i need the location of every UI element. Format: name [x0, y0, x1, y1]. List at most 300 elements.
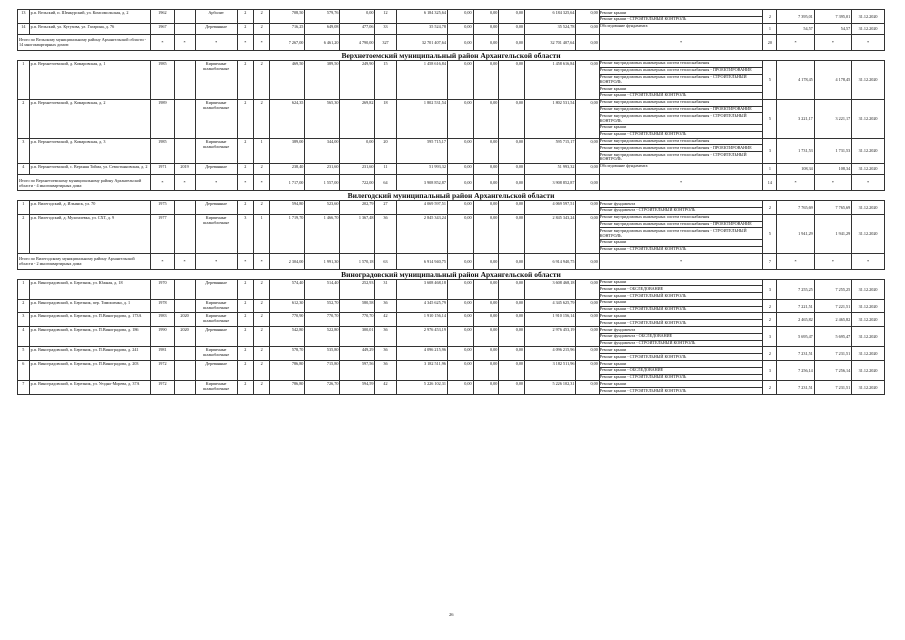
star-placeholder: * — [253, 175, 269, 191]
works-count: 7 — [763, 253, 777, 269]
wall-material: Кирпичные шлакоблочные — [195, 60, 237, 99]
fund-regional: 0,00 — [473, 99, 499, 138]
fund-regional: 0,00 — [473, 347, 499, 361]
private-area: 0,00 — [340, 138, 375, 163]
unit-cost: 7 256,14 — [777, 361, 814, 381]
district-title-row — [18, 269, 885, 279]
living-area: 523,60 — [305, 201, 340, 215]
register-body — [18, 10, 885, 395]
house-row — [18, 99, 885, 138]
fund-local: 0,00 — [499, 299, 525, 313]
year-built: 1985 — [151, 60, 174, 99]
fund-other: 0,00 — [576, 34, 599, 50]
house-address: р.п. Виноградовский, п. Березник, ул. П.Виноградова, д. 241 — [29, 347, 151, 361]
row-number: 3 — [18, 138, 30, 163]
private-area: 477,06 — [340, 23, 375, 34]
year-last-repair — [174, 381, 195, 395]
unit-cost-limit: 7 221,51 — [814, 299, 851, 313]
unit-cost: 2 465,82 — [777, 313, 814, 327]
residents-count: 64 — [375, 175, 396, 191]
cost-total: 595 715,17 — [396, 138, 447, 163]
year-built: 1975 — [151, 201, 174, 215]
floors: 2 — [237, 99, 253, 138]
star-placeholder: * — [151, 253, 174, 269]
year-last-repair — [174, 279, 195, 299]
unit-cost: 7 221,51 — [777, 299, 814, 313]
private-area: 202,79 — [340, 201, 375, 215]
star-placeholder: * — [174, 34, 195, 50]
row-number: 7 — [18, 381, 30, 395]
total-label: Итого по Вельскому муниципальному району Архангельской области - 14 многоквартирных домов: — [18, 34, 151, 50]
fund-owners: 35 524,78 — [525, 23, 576, 34]
completion-date: 31.12.2020 — [852, 361, 885, 381]
fund-regional: 0,00 — [473, 201, 499, 215]
work-item: Ремонт крыши - СТРОИТЕЛЬНЫЙ КОНТРОЛЬ — [599, 353, 687, 359]
works-count: 2 — [763, 10, 777, 24]
floors: 2 — [237, 381, 253, 395]
fund-local: 0,00 — [499, 313, 525, 327]
fund-owners: 6 914 940,75 — [525, 253, 576, 269]
year-last-repair: 2019 — [174, 163, 195, 174]
wall-material: Деревянные — [195, 23, 237, 34]
total-area: 389,00 — [270, 138, 305, 163]
total-area: 1 719,70 — [270, 214, 305, 253]
year-built: 1962 — [151, 10, 174, 24]
fund-local: 0,00 — [499, 347, 525, 361]
house-address: р.п. Верхнетоемский, д. Комаровская, д. 3 — [29, 138, 151, 163]
work-item: Ремонт фундамента — [600, 201, 763, 208]
fund-owners: 32 701 407,64 — [525, 34, 576, 50]
wall-material: Деревянные — [195, 201, 237, 215]
work-item: Ремонт внутридомовых инженерных систем теплоснабжения - СТРОИТЕЛЬНЫЙ КОНТРОЛЬ — [600, 75, 763, 87]
private-area: 1 367,48 — [340, 214, 375, 253]
private-area: 4 790,00 — [340, 34, 375, 50]
works-list — [599, 279, 763, 299]
private-area: 300,01 — [340, 327, 375, 347]
fund-local: 0,00 — [499, 279, 525, 299]
cost-total: 2 976 453,19 — [396, 327, 447, 347]
house-row — [18, 313, 885, 327]
fund-other: 0,00 — [576, 60, 599, 99]
star-placeholder: * — [852, 175, 885, 191]
works-list — [599, 299, 763, 313]
wall-material: Кирпичные шлакоблочные — [195, 138, 237, 163]
star-placeholder: * — [237, 253, 253, 269]
living-area: 1 557,00 — [305, 175, 340, 191]
fund-federal: 0,00 — [447, 34, 473, 50]
entrances: 1 — [253, 214, 269, 253]
work-item: Ремонт фундамента - ОБСЛЕДОВАНИЕ — [600, 334, 763, 341]
house-address: р.п. Вельский, ул. Кутузова, ул. Гагарина, д. 76 — [29, 23, 151, 34]
cost-total: 51 993,32 — [396, 163, 447, 174]
row-number: 1 — [18, 279, 30, 299]
works-count: 14 — [763, 175, 777, 191]
fund-regional: 0,00 — [473, 253, 499, 269]
district-total-row — [18, 175, 885, 191]
work-item: Ремонт крыши - СТРОИТЕЛЬНЫЙ КОНТРОЛЬ — [599, 16, 687, 22]
fund-federal: 0,00 — [447, 381, 473, 395]
private-area: 231,60 — [340, 163, 375, 174]
residents-count: 327 — [375, 34, 396, 50]
house-address: р.п. Верхнетоемский, д. Комаровская, д. 1 — [29, 60, 151, 99]
row-number: 5 — [18, 347, 30, 361]
year-last-repair — [174, 23, 195, 34]
fund-other: 0,00 — [576, 201, 599, 215]
work-item: Ремонт крыши - СТРОИТЕЛЬНЫЙ КОНТРОЛЬ — [599, 319, 687, 325]
unit-cost-limit: 4 178,45 — [814, 60, 851, 99]
completion-date: 31.12.2020 — [852, 214, 885, 253]
row-number: 2 — [18, 214, 30, 253]
year-built: 1967 — [151, 23, 174, 34]
living-area: 726,70 — [305, 381, 340, 395]
year-built: 1972 — [151, 381, 174, 395]
fund-other: 0,00 — [576, 279, 599, 299]
cost-total: 35 524,78 — [396, 23, 447, 34]
completion-date: 31.12.2020 — [852, 381, 885, 395]
floors: 2 — [237, 163, 253, 174]
fund-regional: 0,00 — [473, 60, 499, 99]
living-area: 231,60 — [305, 163, 340, 174]
works-count: 2 — [763, 313, 777, 327]
wall-material: Кирпичные шлакоблочные — [195, 214, 237, 253]
fund-federal: 0,00 — [447, 163, 473, 174]
fund-federal: 0,00 — [447, 327, 473, 347]
unit-cost: 7 255,25 — [777, 279, 814, 299]
living-area: 579,76 — [305, 10, 340, 24]
residents-count: 20 — [375, 138, 396, 163]
entrances: 2 — [253, 361, 269, 381]
unit-cost: 7 765,69 — [777, 201, 814, 215]
entrances: 2 — [253, 279, 269, 299]
living-area: 715,80 — [305, 361, 340, 381]
total-area: 708,50 — [270, 10, 305, 24]
work-item: Ремонт крыши — [600, 10, 763, 17]
total-area: 612,30 — [270, 299, 305, 313]
works-list — [599, 10, 763, 24]
living-area: 1 991,30 — [305, 253, 340, 269]
work-item: Ремонт внутридомовых инженерных систем теплоснабжения - СТРОИТЕЛЬНЫЙ КОНТРОЛЬ — [600, 228, 763, 240]
fund-owners: 1 458 616,84 — [525, 60, 576, 99]
star-placeholder: * — [814, 34, 851, 50]
unit-cost: 7 231,51 — [777, 347, 814, 361]
fund-regional: 0,00 — [473, 138, 499, 163]
floors: 2 — [237, 10, 253, 24]
star-placeholder: * — [814, 175, 851, 191]
star-placeholder: * — [253, 253, 269, 269]
completion-date: 31.12.2020 — [852, 99, 885, 138]
house-row — [18, 279, 885, 299]
district-title: Вилегодский муниципальный район Архангельской области — [18, 191, 885, 201]
work-item: Ремонт внутридомовых инженерных систем теплоснабжения - ПРОЕКТИРОВАНИЕ — [600, 107, 763, 114]
residents-count: 15 — [375, 60, 396, 99]
row-number: 6 — [18, 361, 30, 381]
work-item: Ремонт крыши — [600, 313, 763, 320]
work-item: Ремонт крыши — [600, 361, 763, 368]
row-number: 13 — [18, 10, 30, 24]
fund-other: 0,00 — [576, 23, 599, 34]
works-list — [599, 361, 763, 381]
living-area: 6 461,20 — [305, 34, 340, 50]
fund-regional: 0,00 — [473, 299, 499, 313]
row-number: 2 — [18, 99, 30, 138]
residents-count: 36 — [375, 214, 396, 253]
cost-total: 5 226 102,31 — [396, 381, 447, 395]
house-row — [18, 10, 885, 24]
work-item: Ремонт крыши — [600, 280, 763, 287]
completion-date: 31.12.2020 — [852, 60, 885, 99]
unit-cost-limit: 3 221,17 — [814, 99, 851, 138]
year-last-repair — [174, 201, 195, 215]
fund-local: 0,00 — [499, 23, 525, 34]
work-item: Ремонт крыши - ОБСЛЕДОВАНИЕ — [600, 368, 763, 375]
living-area: 514,40 — [305, 279, 340, 299]
fund-local: 0,00 — [499, 327, 525, 347]
total-area: 469,50 — [270, 60, 305, 99]
year-last-repair — [174, 99, 195, 138]
fund-regional: 0,00 — [473, 163, 499, 174]
unit-cost: 54,57 — [777, 23, 814, 34]
unit-cost-limit: 2 465,82 — [814, 313, 851, 327]
house-address: р.п. Вельский, п. Шенкурский, ул. Комсомольская, д. 2 — [29, 10, 151, 24]
works-count: 1 — [763, 23, 777, 34]
works-list — [599, 99, 763, 138]
fund-regional: 0,00 — [473, 175, 499, 191]
unit-cost-limit: 7 395,01 — [814, 10, 851, 24]
work-item: Ремонт фундамента — [600, 327, 763, 334]
private-area: 269,82 — [340, 99, 375, 138]
unit-cost-limit: 7 256,14 — [814, 361, 851, 381]
total-label: Итого по Верхнетоемскому муниципальному району Архангельской области - 4 многоквартирных дома: — [18, 175, 151, 191]
year-built: 1977 — [151, 214, 174, 253]
star-placeholder: * — [852, 34, 885, 50]
works-count: 5 — [763, 60, 777, 99]
house-address: р.п. Верхнетоемский, с. Верхняя Тойма, ул. Севастьяновская, д. 2 — [29, 163, 151, 174]
living-area: 552,70 — [305, 299, 340, 313]
total-area: 574,40 — [270, 279, 305, 299]
unit-cost: 5 695,47 — [777, 327, 814, 347]
fund-owners: 2 976 453,19 — [525, 327, 576, 347]
private-area: 722,00 — [340, 175, 375, 191]
works-count: 2 — [763, 347, 777, 361]
work-item: Ремонт крыши — [600, 347, 763, 354]
year-built: 1972 — [151, 361, 174, 381]
unit-cost-limit: 7 255,25 — [814, 279, 851, 299]
house-address: р.п. Виноградовский, п. Березник, ул. П.Виноградова, д. 186 — [29, 327, 151, 347]
works-list — [599, 313, 763, 327]
total-area: 238,40 — [270, 163, 305, 174]
year-last-repair — [174, 10, 195, 24]
year-last-repair — [174, 347, 195, 361]
entrances: 2 — [253, 327, 269, 347]
district-total-row — [18, 34, 885, 50]
private-area: 1 570,18 — [340, 253, 375, 269]
unit-cost-limit: 54,57 — [814, 23, 851, 34]
fund-federal: 0,00 — [447, 138, 473, 163]
completion-date: 31.12.2020 — [852, 10, 885, 24]
work-item: Ремонт внутридомовых инженерных систем теплоснабжения - ПРОЕКТИРОВАНИЕ — [600, 222, 763, 229]
page-number: 26 — [449, 612, 454, 617]
unit-cost: 108,34 — [777, 163, 814, 174]
fund-regional: 0,00 — [473, 313, 499, 327]
district-title-row — [18, 50, 885, 60]
row-number: 14 — [18, 23, 30, 34]
year-last-repair — [174, 60, 195, 99]
unit-cost-limit: 1 731,53 — [814, 138, 851, 163]
works-count: 20 — [763, 34, 777, 50]
living-area: 770,70 — [305, 313, 340, 327]
floors: 2 — [237, 201, 253, 215]
year-last-repair: 2020 — [174, 313, 195, 327]
works-count: 3 — [763, 361, 777, 381]
house-row — [18, 163, 885, 174]
fund-other: 0,00 — [576, 138, 599, 163]
fund-owners: 3 908 852,87 — [525, 175, 576, 191]
fund-local: 0,00 — [499, 175, 525, 191]
cost-total: 1 910 156,14 — [396, 313, 447, 327]
floors: 2 — [237, 138, 253, 163]
fund-regional: 0,00 — [473, 10, 499, 24]
wall-material: Деревянные — [195, 163, 237, 174]
works-count: 2 — [763, 299, 777, 313]
work-item: Ремонт крыши — [600, 300, 763, 307]
fund-other: 0,00 — [576, 347, 599, 361]
entrances: 2 — [253, 10, 269, 24]
fund-regional: 0,00 — [473, 34, 499, 50]
cost-total: 3 182 511,96 — [396, 361, 447, 381]
residents-count: 42 — [375, 313, 396, 327]
work-item: Ремонт внутридомовых инженерных систем теплоснабжения - ПРОЕКТИРОВАНИЕ — [600, 145, 763, 152]
work-item: Ремонт крыши - СТРОИТЕЛЬНЫЙ КОНТРОЛЬ — [599, 246, 687, 252]
star-placeholder: * — [599, 34, 763, 50]
living-area: 344,00 — [305, 138, 340, 163]
year-built: 1970 — [151, 279, 174, 299]
floors: 2 — [237, 347, 253, 361]
fund-owners: 3 182 511,96 — [525, 361, 576, 381]
cost-total: 4 096 215,96 — [396, 347, 447, 361]
fund-other: 0,00 — [576, 99, 599, 138]
year-built: 1981 — [151, 347, 174, 361]
cost-total: 32 701 407,64 — [396, 34, 447, 50]
unit-cost-limit: 7 231,51 — [814, 381, 851, 395]
cost-total: 3 908 852,87 — [396, 175, 447, 191]
work-item: Ремонт крыши - СТРОИТЕЛЬНЫЙ КОНТРОЛЬ — [599, 292, 687, 298]
year-last-repair — [174, 361, 195, 381]
works-count: 2 — [763, 201, 777, 215]
fund-local: 0,00 — [499, 163, 525, 174]
work-item: Ремонт фундамента - СТРОИТЕЛЬНЫЙ КОНТРОЛЬ — [599, 207, 696, 213]
fund-owners: 3 608 468,18 — [525, 279, 576, 299]
star-placeholder: * — [777, 34, 814, 50]
floors: 2 — [237, 313, 253, 327]
fund-local: 0,00 — [499, 99, 525, 138]
row-number: 1 — [18, 201, 30, 215]
fund-federal: 0,00 — [447, 361, 473, 381]
house-row — [18, 214, 885, 253]
row-number: 3 — [18, 313, 30, 327]
fund-local: 0,00 — [499, 253, 525, 269]
private-area: 252,93 — [340, 279, 375, 299]
wall-material: Кирпичные шлакоблочные — [195, 347, 237, 361]
fund-local: 0,00 — [499, 361, 525, 381]
fund-other: 0,00 — [576, 381, 599, 395]
star-placeholder: * — [777, 253, 814, 269]
house-row — [18, 201, 885, 215]
unit-cost: 4 178,45 — [777, 60, 814, 99]
fund-regional: 0,00 — [473, 327, 499, 347]
work-item: Ремонт крыши — [600, 240, 763, 247]
work-item: Ремонт внутридомовых инженерных систем теплоснабжения — [600, 139, 763, 146]
works-count: 3 — [763, 327, 777, 347]
year-built: 1990 — [151, 327, 174, 347]
work-item: Ремонт внутридомовых инженерных систем теплоснабжения — [600, 100, 763, 107]
floors: 2 — [237, 299, 253, 313]
work-item: Ремонт фундамента - СТРОИТЕЛЬНЫЙ КОНТРОЛЬ — [599, 340, 696, 346]
star-placeholder: * — [195, 34, 237, 50]
total-area: 7 267,00 — [270, 34, 305, 50]
cost-total: 1 802 531,54 — [396, 99, 447, 138]
completion-date: 31.12.2020 — [852, 313, 885, 327]
house-row — [18, 347, 885, 361]
living-area: 522,80 — [305, 327, 340, 347]
private-area: 594,59 — [340, 381, 375, 395]
floors: 2 — [237, 327, 253, 347]
star-placeholder: * — [174, 253, 195, 269]
fund-federal: 0,00 — [447, 313, 473, 327]
house-address: р.п. Виноградовский, п. Березник, пер. Тимошенко, д. 1 — [29, 299, 151, 313]
fund-federal: 0,00 — [447, 279, 473, 299]
row-number: 1 — [18, 60, 30, 99]
fund-regional: 0,00 — [473, 214, 499, 253]
fund-regional: 0,00 — [473, 279, 499, 299]
work-item: Ремонт крыши - СТРОИТЕЛЬНЫЙ КОНТРОЛЬ — [599, 92, 687, 98]
completion-date: 31.12.2020 — [852, 138, 885, 163]
residents-count: 12 — [375, 10, 396, 24]
work-item: Ремонт внутридомовых инженерных систем теплоснабжения — [600, 215, 763, 222]
house-address: р.п. Вилегодский, д. Мухомлевка, ул. СХТ, д. 9 — [29, 214, 151, 253]
residents-count: 36 — [375, 361, 396, 381]
year-last-repair: 2020 — [174, 327, 195, 347]
living-area: 565,30 — [305, 99, 340, 138]
works-list — [599, 138, 763, 163]
fund-owners: 1 802 531,54 — [525, 99, 576, 138]
works-count: 3 — [763, 138, 777, 163]
work-item: Ремонт крыши — [600, 86, 763, 93]
fund-federal: 0,00 — [447, 10, 473, 24]
living-area: 535,80 — [305, 347, 340, 361]
living-area: 389,50 — [305, 60, 340, 99]
fund-local: 0,00 — [499, 381, 525, 395]
wall-material: Кирпичные шлакоблочные — [195, 313, 237, 327]
total-area: 786,80 — [270, 361, 305, 381]
private-area: 449,29 — [340, 347, 375, 361]
fund-local: 0,00 — [499, 201, 525, 215]
works-list — [599, 201, 763, 215]
house-address: р.п. Верхнетоемский, д. Комаровская, д. 2 — [29, 99, 151, 138]
entrances: 2 — [253, 381, 269, 395]
wall-material: Кирпичные шлакоблочные — [195, 299, 237, 313]
cost-total: 2 845 343,24 — [396, 214, 447, 253]
work-item: Ремонт крыши - СТРОИТЕЛЬНЫЙ КОНТРОЛЬ — [599, 306, 687, 312]
floors: 2 — [237, 23, 253, 34]
fund-other: 0,00 — [576, 299, 599, 313]
completion-date: 31.12.2020 — [852, 163, 885, 174]
fund-owners: 4 096 215,96 — [525, 347, 576, 361]
fund-federal: 0,00 — [447, 253, 473, 269]
work-item: Ремонт внутридомовых инженерных систем теплоснабжения — [600, 61, 763, 68]
house-row — [18, 60, 885, 99]
house-row — [18, 361, 885, 381]
works-list — [599, 60, 763, 99]
